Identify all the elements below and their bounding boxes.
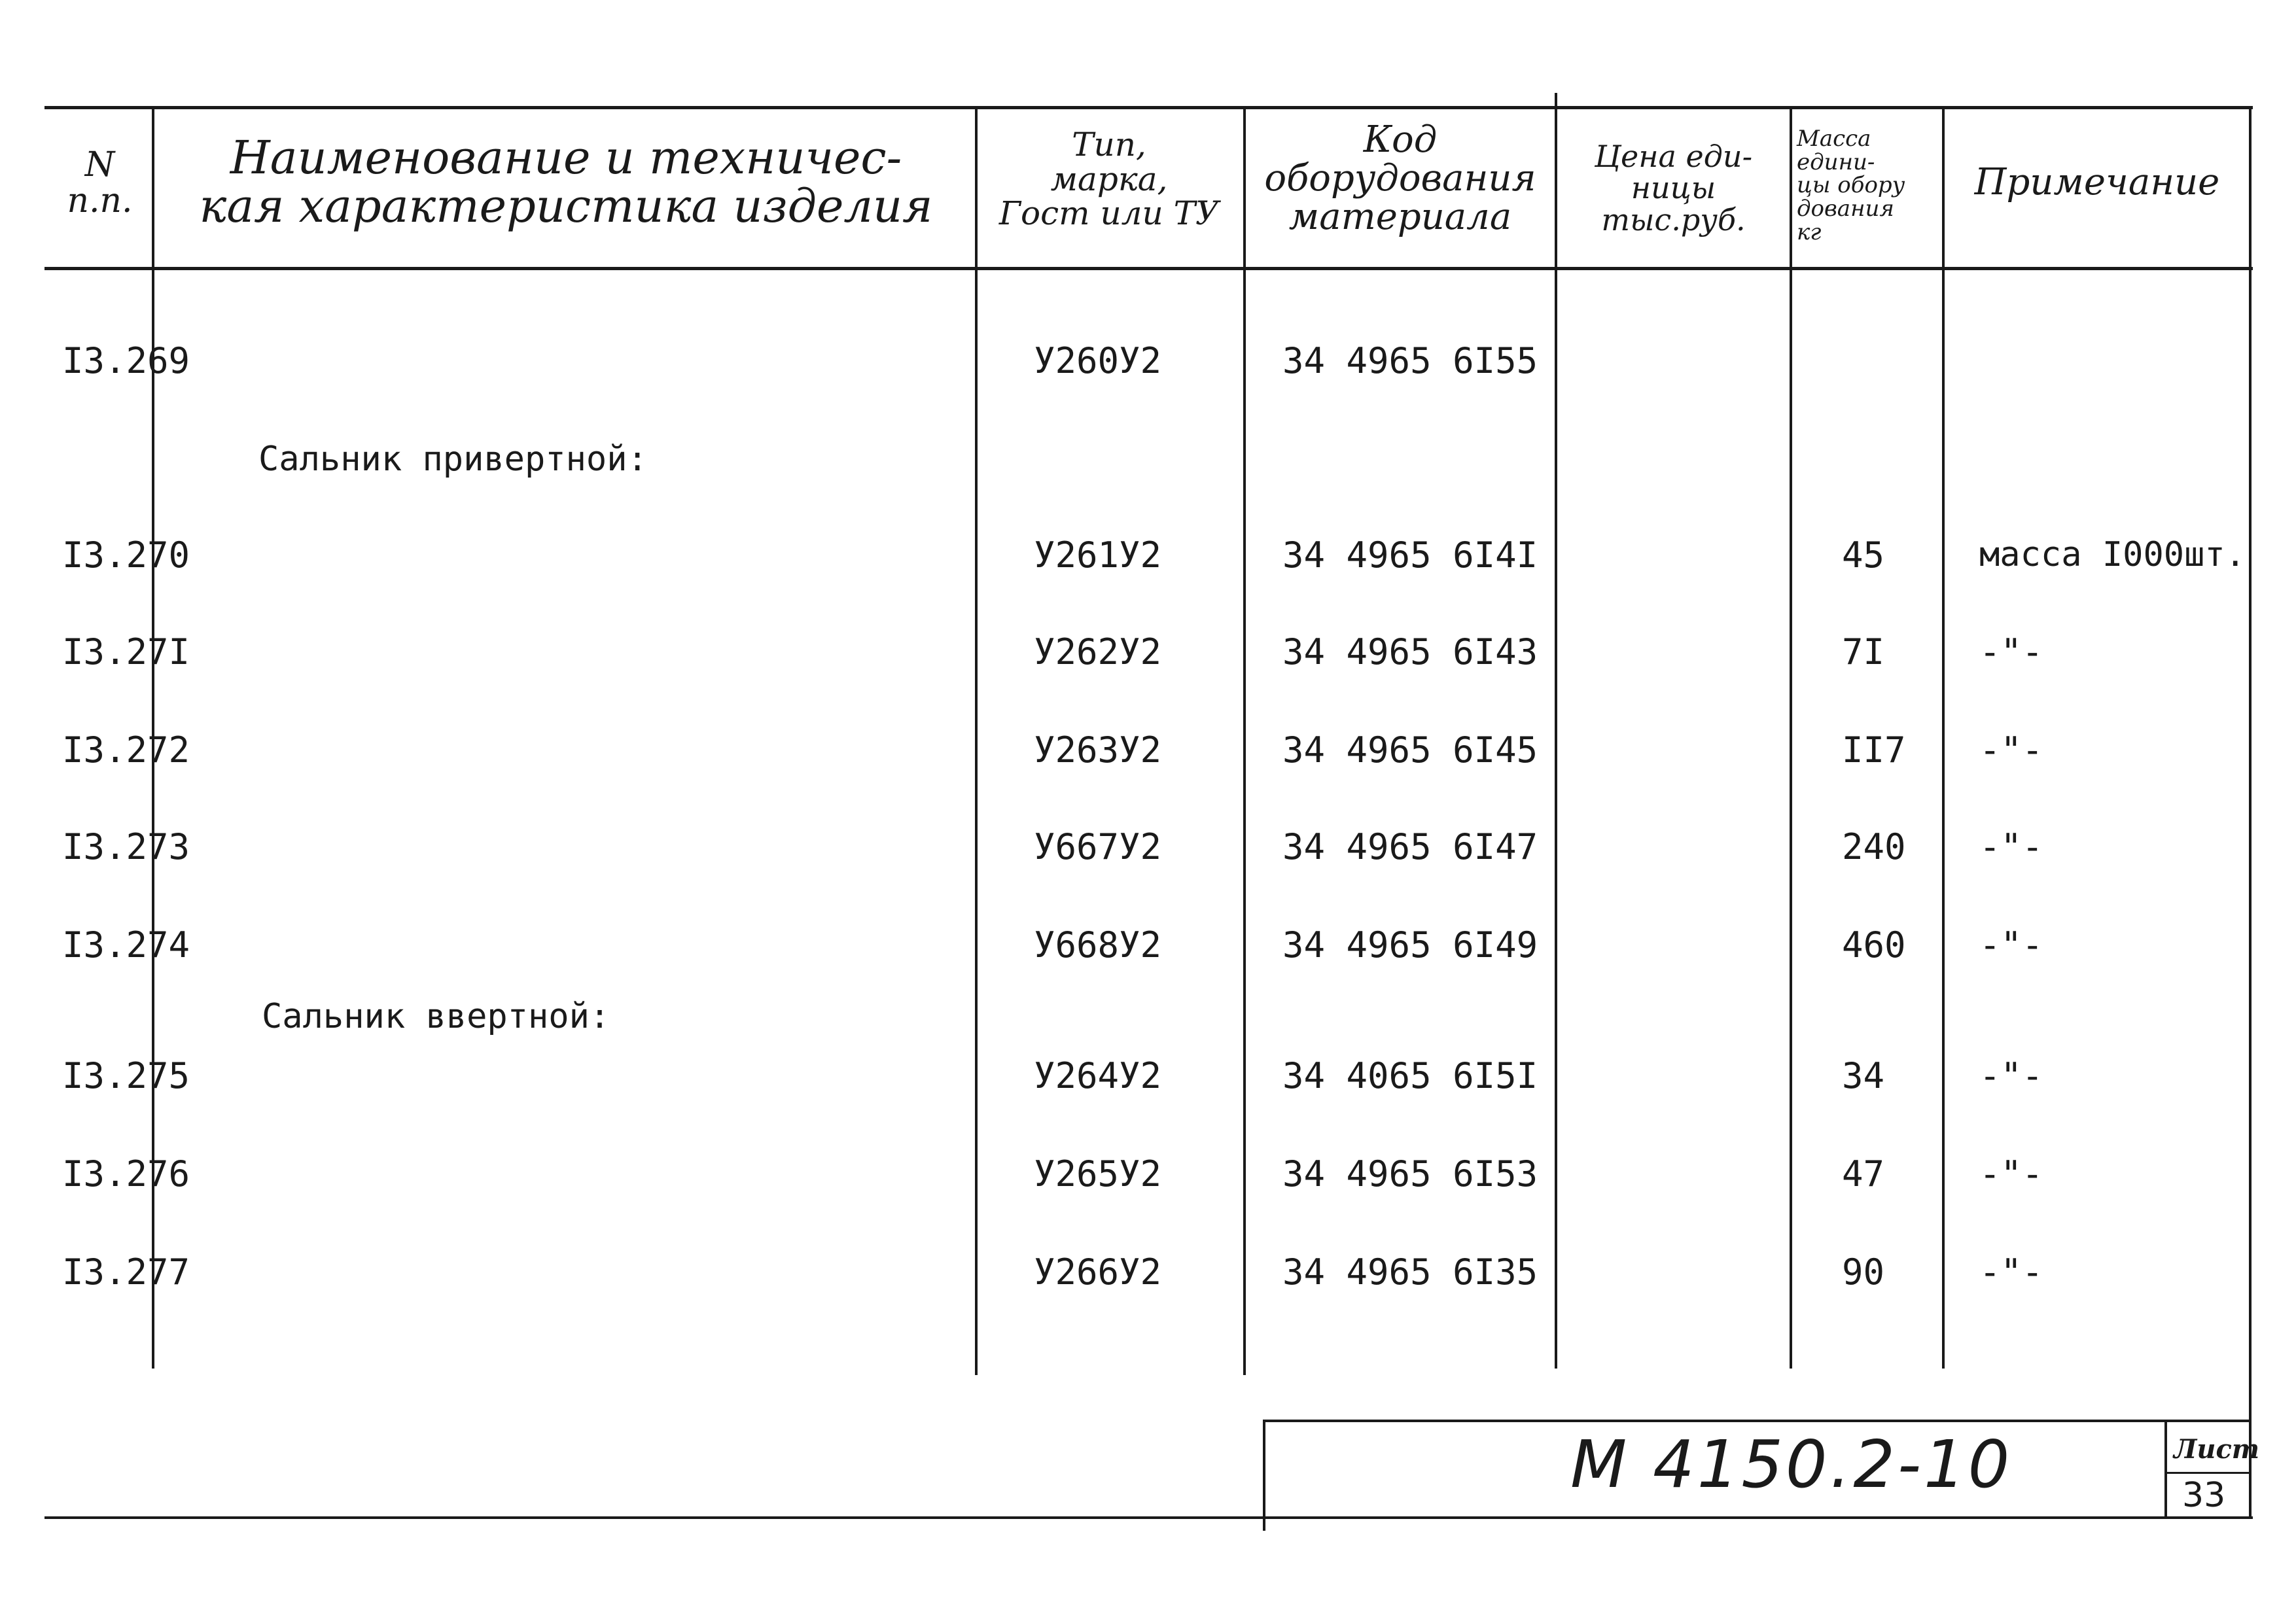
row-note: -"-	[1979, 729, 2043, 771]
sheet-label: Лист	[2174, 1434, 2260, 1465]
col-divider-3	[1243, 106, 1246, 1375]
col-header-note: Примечание	[1974, 161, 2220, 203]
col-divider-4	[1555, 93, 1557, 1369]
row-code: 34 4965 6I47	[1282, 826, 1538, 867]
row-code: 34 4965 6I53	[1282, 1153, 1538, 1195]
row-mass: 240	[1842, 826, 1906, 867]
document-code: М 4150.2-10	[1570, 1426, 2013, 1503]
row-num: I3.273	[62, 826, 190, 867]
row-mass: II7	[1842, 729, 1906, 771]
row-code: 34 4965 6I4I	[1282, 534, 1538, 576]
row-code: 34 4065 6I5I	[1282, 1055, 1538, 1096]
col-header-name: Наименование и техничес- кая характеристика изделия	[199, 131, 933, 233]
row-type: У265У2	[1034, 1153, 1162, 1195]
row-mass: 45	[1842, 534, 1885, 576]
row-type: У261У2	[1034, 534, 1162, 576]
row-type: У260У2	[1034, 340, 1162, 381]
row-note: -"-	[1979, 924, 2043, 966]
col-header-code: Код оборудования материала	[1264, 118, 1536, 238]
row-mass: 460	[1842, 924, 1906, 966]
row-num: I3.27I	[62, 631, 190, 672]
row-num: I3.277	[62, 1251, 190, 1293]
row-note: -"-	[1979, 1251, 2043, 1293]
col-divider-2	[975, 106, 978, 1375]
row-mass: 34	[1842, 1055, 1885, 1096]
row-num: I3.276	[62, 1153, 190, 1195]
col-divider-6	[1942, 106, 1945, 1369]
row-num: I3.275	[62, 1055, 190, 1096]
row-mass: 90	[1842, 1251, 1885, 1293]
right-border	[2249, 106, 2252, 1519]
row-note: -"-	[1979, 631, 2043, 672]
section-label: Сальник ввертной:	[262, 997, 610, 1036]
row-note: -"-	[1979, 826, 2043, 867]
row-type: У263У2	[1034, 729, 1162, 771]
row-num: I3.274	[62, 924, 190, 966]
row-note: -"-	[1979, 1055, 2043, 1096]
row-type: У668У2	[1034, 924, 1162, 966]
row-type: У262У2	[1034, 631, 1162, 672]
col-header-type: Тип, марка, Гост или ТУ	[998, 126, 1220, 232]
sheet-box-left	[2164, 1420, 2167, 1518]
sheet-number: 33	[2182, 1476, 2226, 1515]
page-bottom-border	[44, 1516, 2253, 1519]
row-type: У264У2	[1034, 1055, 1162, 1096]
row-note: -"-	[1979, 1153, 2043, 1195]
col-divider-5	[1790, 106, 1792, 1369]
col-header-num: N п.п.	[67, 145, 133, 220]
header-bottom-border	[44, 267, 2253, 270]
row-code: 34 4965 6I55	[1282, 340, 1538, 381]
row-code: 34 4965 6I49	[1282, 924, 1538, 966]
row-type: У266У2	[1034, 1251, 1162, 1293]
row-type: У667У2	[1034, 826, 1162, 867]
stamp-left-border	[1263, 1420, 1265, 1531]
row-note: масса I000шт.	[1979, 535, 2246, 574]
section-label: Сальник привертной:	[258, 440, 648, 479]
col-header-mass: Масса едини- цы обору дования кг	[1797, 126, 1905, 245]
row-num: I3.269	[62, 340, 190, 381]
row-code: 34 4965 6I35	[1282, 1251, 1538, 1293]
row-mass: 7I	[1842, 631, 1885, 672]
row-num: I3.272	[62, 729, 190, 771]
stamp-top-border	[1263, 1420, 2251, 1422]
sheet-box-divider	[2164, 1472, 2251, 1474]
row-code: 34 4965 6I45	[1282, 729, 1538, 771]
table-top-border	[44, 106, 2253, 109]
row-num: I3.270	[62, 534, 190, 576]
row-mass: 47	[1842, 1153, 1885, 1195]
row-code: 34 4965 6I43	[1282, 631, 1538, 672]
col-header-price: Цена еди- ницы тыс.руб.	[1594, 139, 1753, 237]
